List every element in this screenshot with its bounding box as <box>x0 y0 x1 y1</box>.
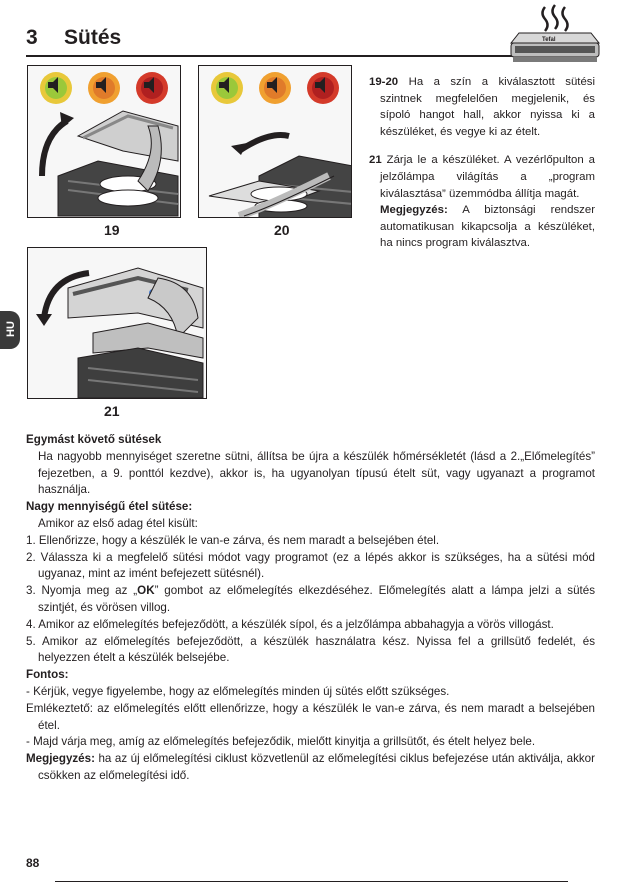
side-instructions <box>369 74 595 264</box>
bottom-note-text: ha az új előmelegítési ciklust közvetlenül az előmelegítési ciklus befejezése után aktiválja, akkor csökken az előmelegítési idő. <box>38 752 595 782</box>
section-title: Sütés <box>64 26 122 49</box>
figure-19-label: 19 <box>104 222 120 238</box>
grill-icon <box>505 3 603 65</box>
important-item-2: - Majd várja meg, amíg az előmelegítés befejeződik, mielőtt kinyitja a grillsütőt, és ételt helyez bele. <box>26 735 536 749</box>
list-item-3-end: ” gombot az előmelegítés elkezdéséhez. Előmelegítés alatt a lámpa jelzi a sütés szintjét, és vörösen villog. <box>38 584 596 614</box>
step-19-20 <box>369 74 595 140</box>
step-21-text: Zárja le a készüléket. A vezérlőpulton a jelzőlámpa világítás a „program kiválasztása” üzemmódba állítja magát. <box>380 154 595 200</box>
important-reminder: Emlékeztető: az előmelegítés előtt ellenőrizze, hogy a készülék le van-e zárva, és nem maradt a belsejében étel. <box>26 701 595 732</box>
figure-21-label: 21 <box>104 403 120 419</box>
figure-20-label: 20 <box>274 222 290 238</box>
figure-19-illustration <box>28 66 181 218</box>
footer-rule <box>55 881 568 882</box>
list-item-1: 1. Ellenőrizze, hogy a készülék le van-e zárva, és nem maradt a belsejében étel. <box>26 533 440 547</box>
heading-large-quantity: Nagy mennyiségű étel sütése: <box>26 500 193 514</box>
main-text <box>26 432 595 785</box>
figure-20-illustration <box>199 66 352 218</box>
side-note-label: Megjegyzés: <box>380 204 448 217</box>
paragraph-large-quantity: Amikor az első adag étel kisült: <box>38 516 198 530</box>
ok-label: OK <box>137 584 155 598</box>
step-21 <box>369 152 595 202</box>
side-note-text: A biztonsági rendszer automatikusan kikapcsolja a készüléket, ha nincs program kiválasztva. <box>380 204 595 250</box>
brand-label: Tefal <box>542 37 556 43</box>
page-number: 88 <box>26 856 40 870</box>
side-note <box>369 202 595 252</box>
step-19-20-text: Ha a szín a kiválasztott sütési szintnek megfelelően megjelenik, és sípoló hangot hall, akkor nyissa ki a készüléket, és vegye ki az ételt. <box>380 76 596 138</box>
language-tab <box>0 311 20 349</box>
list-item-4: 4. Amikor az előmelegítés befejeződött, a készülék sípol, és a jelzőlámpa abbahagyja a vörös villogást. <box>26 617 554 631</box>
list-item-2: 2. Válassza ki a megfelelő sütési módot vagy programot (ez a lépés akkor is szükséges, ha a sütési mód ugyanaz, mint az imént befejezett sütésnél). <box>26 550 595 581</box>
heading-important: Fontos: <box>26 668 69 682</box>
section-number: 3 <box>26 26 38 49</box>
heading-consecutive-cooking: Egymást követő sütések <box>26 433 162 446</box>
important-item-1: - Kérjük, vegye figyelembe, hogy az előmelegítés minden új sütés előtt szükséges. <box>26 684 450 698</box>
list-item-3-start: 3. Nyomja meg az „ <box>26 584 138 598</box>
figure-21-illustration <box>28 248 207 399</box>
language-tab-label: HU <box>4 321 17 337</box>
list-item-3 <box>26 583 595 617</box>
bottom-note-label: Megjegyzés: <box>26 752 95 766</box>
figure-21 <box>27 247 207 399</box>
step-19-20-number: 19-20 <box>369 76 399 88</box>
title-rule <box>26 55 586 57</box>
figure-19 <box>27 65 181 218</box>
step-21-number: 21 <box>369 154 382 167</box>
paragraph-consecutive-cooking: Ha nagyobb mennyiséget szeretne sütni, állítsa be újra a készülék hőmérsékletét (lásd a 2.„Előmelegítés” fejezetben, a 9. ponttól kezdve), akkor is, ha ugyanolyan típusú ételt süt, vagy ugyanazt a programot használja. <box>38 449 595 497</box>
bottom-note <box>26 751 595 785</box>
figure-20 <box>198 65 352 218</box>
list-item-5: 5. Amikor az előmelegítés befejeződött, a készülék használatra kész. Nyissa fel a grillsütő fedelét, és helyezzen ételt a készülék belsejébe. <box>26 634 595 665</box>
